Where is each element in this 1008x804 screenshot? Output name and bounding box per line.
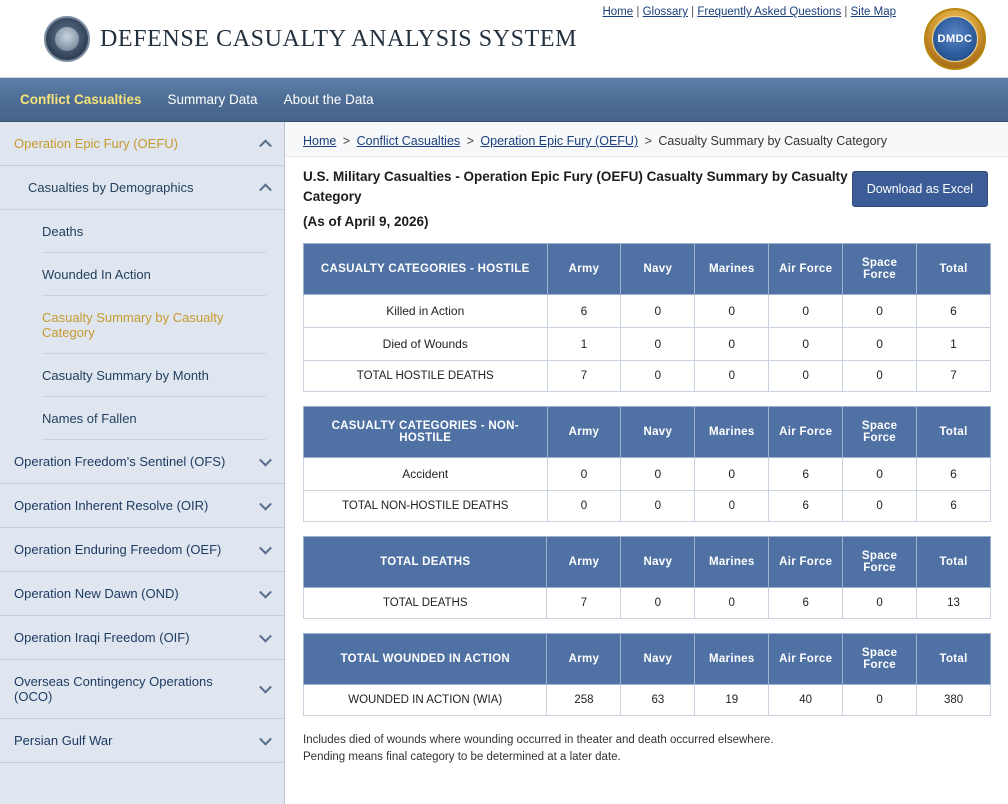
chevron-up-icon[interactable] — [259, 139, 272, 152]
column-header-category: CASUALTY CATEGORIES - HOSTILE — [304, 243, 548, 294]
title-row — [285, 157, 1008, 229]
sidebar-item-operation-new-dawn[interactable] — [0, 572, 284, 616]
row-label: TOTAL DEATHS — [304, 587, 547, 618]
column-header-air-force: Air Force — [769, 406, 843, 457]
cell-navy: 0 — [621, 457, 695, 490]
cell-total: 6 — [917, 457, 991, 490]
cell-air-force: 6 — [769, 490, 843, 521]
column-header-category: TOTAL DEATHS — [304, 536, 547, 587]
cell-navy: 63 — [621, 684, 695, 715]
chevron-down-icon[interactable] — [259, 453, 272, 466]
cell-army: 6 — [547, 294, 621, 327]
table-non-hostile-casualties — [303, 406, 991, 522]
table-row-total — [304, 360, 991, 391]
dod-seal-icon — [44, 16, 90, 62]
sidebar-item-label: Names of Fallen — [42, 411, 137, 426]
cell-total: 6 — [917, 294, 991, 327]
row-label: Died of Wounds — [304, 327, 548, 360]
cell-navy: 0 — [621, 587, 695, 618]
column-header-category: TOTAL WOUNDED IN ACTION — [304, 633, 547, 684]
cell-air-force: 0 — [769, 360, 843, 391]
table-header-row — [304, 406, 991, 457]
table-row — [304, 457, 991, 490]
column-header-air-force: Air Force — [769, 243, 843, 294]
cell-army: 7 — [547, 360, 621, 391]
sidebar-item-label: Overseas Contingency Operations (OCO) — [14, 674, 213, 704]
cell-space-force: 0 — [843, 490, 917, 521]
table-wounded-in-action — [303, 633, 991, 716]
cell-space-force: 0 — [843, 684, 917, 715]
cell-total: 1 — [917, 327, 991, 360]
column-header-space-force: Space Force — [843, 243, 917, 294]
table-hostile-casualties — [303, 243, 991, 392]
table-header-row — [304, 633, 991, 684]
table-header-row — [304, 536, 991, 587]
sidebar-item-label: Wounded In Action — [42, 267, 151, 282]
row-label: TOTAL NON-HOSTILE DEATHS — [304, 490, 548, 521]
sidebar-item-label: Operation Epic Fury (OEFU) — [14, 136, 178, 151]
cell-total: 380 — [917, 684, 991, 715]
cell-space-force: 0 — [843, 327, 917, 360]
cell-navy: 0 — [621, 294, 695, 327]
column-header-air-force: Air Force — [769, 536, 843, 587]
table-row-total — [304, 684, 991, 715]
top-link-glossary[interactable]: Glossary — [642, 6, 688, 18]
top-link-separator: | — [844, 6, 848, 18]
site-header — [0, 0, 1008, 78]
cell-army: 1 — [547, 327, 621, 360]
column-header-space-force: Space Force — [843, 406, 917, 457]
column-header-total: Total — [917, 536, 991, 587]
cell-marines: 0 — [695, 587, 769, 618]
sidebar-item-label: Operation Enduring Freedom (OEF) — [14, 542, 222, 557]
titles — [303, 167, 852, 229]
breadcrumb-separator: > — [466, 134, 474, 148]
row-label: Accident — [304, 457, 548, 490]
top-link-faq[interactable]: Frequently Asked Questions — [697, 6, 842, 18]
sidebar-item-label: Deaths — [42, 224, 84, 239]
column-header-navy: Navy — [621, 536, 695, 587]
sidebar-item-label: Operation Iraqi Freedom (OIF) — [14, 630, 190, 645]
breadcrumb-item-conflict-casualties[interactable]: Conflict Casualties — [356, 134, 461, 148]
column-header-army: Army — [547, 243, 621, 294]
breadcrumb-item-operation-epic-fury[interactable]: Operation Epic Fury (OEFU) — [480, 134, 639, 148]
cell-army: 0 — [547, 490, 621, 521]
cell-marines: 0 — [695, 360, 769, 391]
cell-total: 7 — [917, 360, 991, 391]
nav-item-about-the-data[interactable]: About the Data — [283, 92, 374, 107]
column-header-marines: Marines — [695, 406, 769, 457]
cell-total: 6 — [917, 490, 991, 521]
column-header-marines: Marines — [695, 633, 769, 684]
page-title: U.S. Military Casualties - Operation Epic Fury (OEFU) Casualty Summary by Casualty Category — [303, 169, 848, 205]
dmdc-logo-text: DMDC — [932, 16, 978, 62]
sidebar-group-casualties-by-demographics[interactable] — [0, 166, 284, 210]
sidebar-item-persian-gulf-war[interactable] — [0, 719, 284, 763]
tables-container — [285, 229, 1008, 716]
download-as-excel-button[interactable]: Download as Excel — [852, 171, 988, 207]
row-label: WOUNDED IN ACTION (WIA) — [304, 684, 547, 715]
cell-navy: 0 — [621, 490, 695, 521]
nav-item-summary-data[interactable]: Summary Data — [167, 92, 258, 107]
chevron-down-icon[interactable] — [259, 629, 272, 642]
cell-marines: 0 — [695, 490, 769, 521]
column-header-navy: Navy — [621, 243, 695, 294]
cell-army: 258 — [547, 684, 621, 715]
footnote-1: Includes died of wounds where wounding occurred in theater and death occurred elsewhere. — [303, 733, 774, 746]
sidebar-item-label: Persian Gulf War — [14, 733, 113, 748]
cell-marines: 0 — [695, 327, 769, 360]
sidebar-group-label: Casualties by Demographics — [28, 180, 194, 195]
cell-marines: 0 — [695, 457, 769, 490]
cell-army: 7 — [547, 587, 621, 618]
column-header-marines: Marines — [695, 536, 769, 587]
sidebar-item-label: Operation New Dawn (OND) — [14, 586, 179, 601]
breadcrumb — [285, 122, 1008, 157]
column-header-navy: Navy — [621, 406, 695, 457]
cell-army: 0 — [547, 457, 621, 490]
cell-marines: 19 — [695, 684, 769, 715]
column-header-army: Army — [547, 406, 621, 457]
column-header-navy: Navy — [621, 633, 695, 684]
sidebar-item-label: Operation Inherent Resolve (OIR) — [14, 498, 209, 513]
cell-total: 13 — [917, 587, 991, 618]
column-header-air-force: Air Force — [769, 633, 843, 684]
page-subtitle: (As of April 9, 2026) — [303, 213, 429, 229]
column-header-marines: Marines — [695, 243, 769, 294]
column-header-total: Total — [917, 406, 991, 457]
row-label: Killed in Action — [304, 294, 548, 327]
breadcrumb-separator: > — [644, 134, 652, 148]
cell-air-force: 6 — [769, 457, 843, 490]
breadcrumb-separator: > — [342, 134, 351, 148]
chevron-down-icon[interactable] — [259, 732, 272, 745]
sidebar-item-operation-iraqi-freedom[interactable] — [0, 616, 284, 660]
footnotes — [285, 730, 1008, 767]
chevron-up-icon[interactable] — [259, 183, 272, 196]
main-content — [285, 122, 1008, 804]
nav-item-conflict-casualties[interactable]: Conflict Casualties — [20, 92, 142, 107]
top-link-separator: | — [636, 6, 640, 18]
chevron-down-icon[interactable] — [259, 585, 272, 598]
cell-air-force: 0 — [769, 294, 843, 327]
sidebar-item-label: Operation Freedom's Sentinel (OFS) — [14, 454, 226, 469]
breadcrumb-item-home[interactable]: Home — [303, 134, 337, 148]
table-header-row — [304, 243, 991, 294]
top-link-home[interactable]: Home — [602, 6, 634, 18]
top-link-site-map[interactable]: Site Map — [850, 6, 896, 18]
chevron-down-icon[interactable] — [259, 541, 272, 554]
chevron-down-icon[interactable] — [259, 497, 272, 510]
footnote-2: Pending means final category to be determined at a later date. — [303, 750, 621, 763]
cell-marines: 0 — [695, 294, 769, 327]
cell-space-force: 0 — [843, 587, 917, 618]
column-header-category: CASUALTY CATEGORIES - NON-HOSTILE — [304, 406, 548, 457]
sidebar-item-label: Casualty Summary by Casualty Category — [42, 310, 224, 340]
sidebar-item-overseas-contingency-operations[interactable] — [0, 660, 284, 719]
chevron-down-icon[interactable] — [259, 681, 272, 694]
main-nav — [0, 78, 1008, 122]
cell-air-force: 40 — [769, 684, 843, 715]
cell-navy: 0 — [621, 360, 695, 391]
column-header-total: Total — [917, 243, 991, 294]
table-row — [304, 294, 991, 327]
site-title: DEFENSE CASUALTY ANALYSIS SYSTEM — [100, 26, 578, 52]
table-row — [304, 327, 991, 360]
column-header-space-force: Space Force — [843, 633, 917, 684]
cell-navy: 0 — [621, 327, 695, 360]
cell-space-force: 0 — [843, 294, 917, 327]
cell-air-force: 6 — [769, 587, 843, 618]
sidebar-item-names-of-fallen[interactable] — [0, 397, 284, 440]
sidebar-item-operation-epic-fury[interactable] — [0, 122, 284, 166]
sidebar-item-operation-enduring-freedom[interactable] — [0, 528, 284, 572]
table-row-total — [304, 587, 991, 618]
sidebar-item-operation-freedoms-sentinel[interactable] — [0, 440, 284, 484]
cell-space-force: 0 — [843, 360, 917, 391]
sidebar — [0, 122, 285, 804]
sidebar-item-casualty-summary-by-month[interactable] — [0, 354, 284, 397]
top-link-separator: | — [691, 6, 695, 18]
column-header-army: Army — [547, 536, 621, 587]
cell-air-force: 0 — [769, 327, 843, 360]
column-header-army: Army — [547, 633, 621, 684]
cell-space-force: 0 — [843, 457, 917, 490]
column-header-total: Total — [917, 633, 991, 684]
sidebar-item-label: Casualty Summary by Month — [42, 368, 209, 383]
row-label: TOTAL HOSTILE DEATHS — [304, 360, 548, 391]
sidebar-item-deaths[interactable] — [0, 210, 284, 253]
table-row-total — [304, 490, 991, 521]
breadcrumb-item-current: Casualty Summary by Casualty Category — [658, 134, 887, 148]
sidebar-item-wounded-in-action[interactable] — [0, 253, 284, 296]
table-total-deaths — [303, 536, 991, 619]
sidebar-item-casualty-summary-by-casualty-category[interactable] — [0, 296, 284, 354]
top-links — [602, 6, 896, 18]
dmdc-logo-icon — [924, 8, 986, 70]
sidebar-item-operation-inherent-resolve[interactable] — [0, 484, 284, 528]
body-wrapper — [0, 122, 1008, 804]
column-header-space-force: Space Force — [843, 536, 917, 587]
